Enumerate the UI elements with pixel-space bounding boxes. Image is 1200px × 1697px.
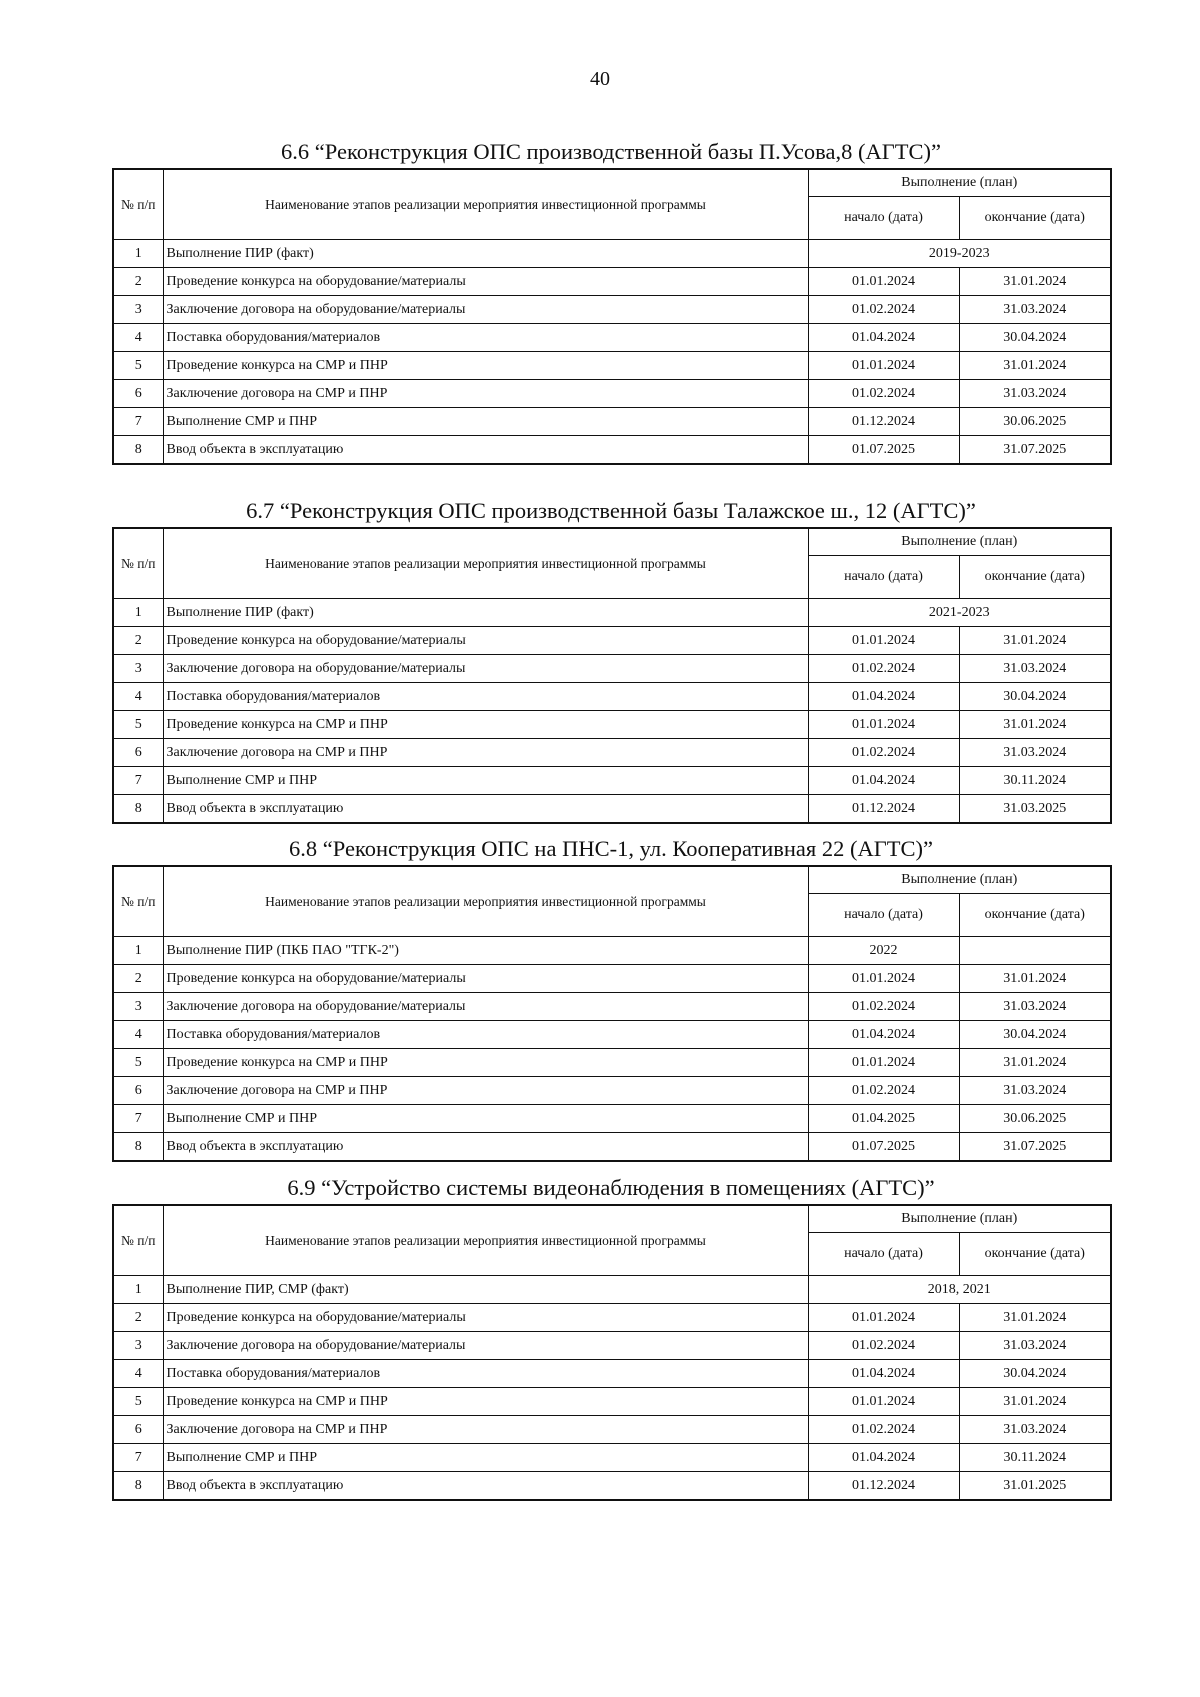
end-date: 31.03.2024 (959, 993, 1111, 1021)
stage-name: Ввод объекта в эксплуатацию (163, 1472, 808, 1501)
row-number: 1 (113, 599, 163, 627)
table-row (113, 324, 1111, 352)
end-date: 31.01.2024 (959, 1304, 1111, 1332)
start-date: 01.04.2024 (808, 1360, 959, 1388)
row-number: 5 (113, 352, 163, 380)
start-date: 01.01.2024 (808, 965, 959, 993)
stage-name: Поставка оборудования/материалов (163, 683, 808, 711)
stage-name: Выполнение СМР и ПНР (163, 408, 808, 436)
row-number: 2 (113, 268, 163, 296)
stage-name: Заключение договора на СМР и ПНР (163, 1077, 808, 1105)
start-date: 01.02.2024 (808, 739, 959, 767)
row-number: 2 (113, 1304, 163, 1332)
stage-name: Заключение договора на оборудование/материалы (163, 296, 808, 324)
stage-name: Поставка оборудования/материалов (163, 324, 808, 352)
row-number: 3 (113, 993, 163, 1021)
stage-name: Заключение договора на оборудование/материалы (163, 993, 808, 1021)
start-date: 01.01.2024 (808, 1388, 959, 1416)
row-number: 6 (113, 1416, 163, 1444)
table-row (113, 380, 1111, 408)
end-date: 31.07.2025 (959, 436, 1111, 465)
header-row (113, 866, 1111, 894)
row-number: 2 (113, 965, 163, 993)
end-date: 31.01.2024 (959, 627, 1111, 655)
table-row (113, 1021, 1111, 1049)
row-number: 8 (113, 795, 163, 824)
stage-name: Проведение конкурса на СМР и ПНР (163, 1388, 808, 1416)
table-row (113, 296, 1111, 324)
end-date: 31.01.2024 (959, 1388, 1111, 1416)
row-number: 3 (113, 655, 163, 683)
table-row (113, 993, 1111, 1021)
stage-name: Проведение конкурса на СМР и ПНР (163, 1049, 808, 1077)
table-row (113, 1444, 1111, 1472)
start-date: 01.04.2024 (808, 324, 959, 352)
header-execution: Выполнение (план) (808, 169, 1111, 197)
table-row (113, 937, 1111, 965)
table-row (113, 408, 1111, 436)
row-number: 7 (113, 1105, 163, 1133)
start-date: 01.01.2024 (808, 627, 959, 655)
start-date: 01.02.2024 (808, 380, 959, 408)
header-name: Наименование этапов реализации мероприятия инвестиционной программы (163, 528, 808, 599)
row-number: 1 (113, 937, 163, 965)
stage-name: Проведение конкурса на СМР и ПНР (163, 352, 808, 380)
stage-name: Проведение конкурса на оборудование/материалы (163, 627, 808, 655)
start-date: 01.02.2024 (808, 1077, 959, 1105)
stage-name: Заключение договора на оборудование/материалы (163, 655, 808, 683)
section-title: 6.7 “Реконструкция ОПС производственной базы Талажское ш., 12 (АГТС)” (246, 498, 976, 523)
end-date: 31.03.2025 (959, 795, 1111, 824)
start-date: 01.02.2024 (808, 655, 959, 683)
start-date: 01.01.2024 (808, 1049, 959, 1077)
section-title: 6.9 “Устройство системы видеонаблюдения в помещениях (АГТС)” (287, 1175, 935, 1200)
end-date: 31.03.2024 (959, 380, 1111, 408)
section-3 (112, 833, 1110, 1162)
end-date: 31.07.2025 (959, 1133, 1111, 1162)
table-row (113, 599, 1111, 627)
end-date: 30.04.2024 (959, 683, 1111, 711)
end-date: 31.01.2024 (959, 352, 1111, 380)
row-number: 6 (113, 739, 163, 767)
date-range: 2018, 2021 (808, 1276, 1111, 1304)
row-number: 7 (113, 1444, 163, 1472)
start-date: 2022 (808, 937, 959, 965)
row-number: 8 (113, 1472, 163, 1501)
table-row (113, 1049, 1111, 1077)
row-number: 2 (113, 627, 163, 655)
schedule-table (112, 1204, 1112, 1501)
row-number: 5 (113, 1049, 163, 1077)
start-date: 01.01.2024 (808, 352, 959, 380)
section-2 (112, 495, 1110, 824)
end-date: 30.06.2025 (959, 408, 1111, 436)
end-date: 31.01.2024 (959, 965, 1111, 993)
stage-name: Заключение договора на СМР и ПНР (163, 1416, 808, 1444)
date-range: 2019-2023 (808, 240, 1111, 268)
table-row (113, 436, 1111, 465)
table-row (113, 655, 1111, 683)
header-end: окончание (дата) (959, 894, 1111, 937)
end-date: 31.01.2025 (959, 1472, 1111, 1501)
row-number: 4 (113, 1021, 163, 1049)
table-row (113, 1360, 1111, 1388)
end-date: 31.03.2024 (959, 1332, 1111, 1360)
header-end: окончание (дата) (959, 1233, 1111, 1276)
end-date: 31.01.2024 (959, 1049, 1111, 1077)
stage-name: Выполнение ПИР, СМР (факт) (163, 1276, 808, 1304)
start-date: 01.01.2024 (808, 268, 959, 296)
stage-name: Поставка оборудования/материалов (163, 1021, 808, 1049)
table-row (113, 1133, 1111, 1162)
schedule-table (112, 168, 1112, 465)
end-date: 31.03.2024 (959, 739, 1111, 767)
stage-name: Ввод объекта в эксплуатацию (163, 795, 808, 824)
header-num: № п/п (113, 169, 163, 240)
stage-name: Выполнение СМР и ПНР (163, 767, 808, 795)
start-date: 01.12.2024 (808, 795, 959, 824)
header-name: Наименование этапов реализации мероприятия инвестиционной программы (163, 866, 808, 937)
stage-name: Ввод объекта в эксплуатацию (163, 1133, 808, 1162)
table-row (113, 767, 1111, 795)
start-date: 01.12.2024 (808, 408, 959, 436)
stage-name: Выполнение ПИР (факт) (163, 240, 808, 268)
row-number: 8 (113, 436, 163, 465)
table-row (113, 1416, 1111, 1444)
header-end: окончание (дата) (959, 197, 1111, 240)
table-row (113, 683, 1111, 711)
row-number: 5 (113, 711, 163, 739)
section-4 (112, 1172, 1110, 1501)
end-date: 30.04.2024 (959, 1021, 1111, 1049)
stage-name: Заключение договора на СМР и ПНР (163, 739, 808, 767)
row-number: 7 (113, 767, 163, 795)
stage-name: Проведение конкурса на оборудование/материалы (163, 1304, 808, 1332)
row-number: 6 (113, 380, 163, 408)
stage-name: Проведение конкурса на оборудование/материалы (163, 268, 808, 296)
header-row (113, 528, 1111, 556)
row-number: 6 (113, 1077, 163, 1105)
end-date: 31.03.2024 (959, 1416, 1111, 1444)
row-number: 7 (113, 408, 163, 436)
table-row (113, 1077, 1111, 1105)
row-number: 4 (113, 1360, 163, 1388)
stage-name: Заключение договора на оборудование/материалы (163, 1332, 808, 1360)
header-start: начало (дата) (808, 556, 959, 599)
end-date: 30.11.2024 (959, 1444, 1111, 1472)
start-date: 01.04.2024 (808, 683, 959, 711)
row-number: 3 (113, 296, 163, 324)
header-num: № п/п (113, 528, 163, 599)
start-date: 01.02.2024 (808, 1416, 959, 1444)
start-date: 01.01.2024 (808, 711, 959, 739)
date-range: 2021-2023 (808, 599, 1111, 627)
section-title: 6.6 “Реконструкция ОПС производственной базы П.Усова,8 (АГТС)” (281, 139, 941, 164)
end-date: 30.04.2024 (959, 324, 1111, 352)
end-date: 31.01.2024 (959, 268, 1111, 296)
page-number: 40 (590, 68, 610, 90)
table-row (113, 1388, 1111, 1416)
start-date: 01.02.2024 (808, 1332, 959, 1360)
end-date: 31.01.2024 (959, 711, 1111, 739)
start-date: 01.07.2025 (808, 436, 959, 465)
stage-name: Выполнение ПИР (факт) (163, 599, 808, 627)
row-number: 8 (113, 1133, 163, 1162)
start-date: 01.04.2024 (808, 1021, 959, 1049)
table-row (113, 1472, 1111, 1501)
header-num: № п/п (113, 1205, 163, 1276)
header-name: Наименование этапов реализации мероприятия инвестиционной программы (163, 1205, 808, 1276)
table-row (113, 711, 1111, 739)
header-name: Наименование этапов реализации мероприятия инвестиционной программы (163, 169, 808, 240)
end-date (959, 937, 1111, 965)
row-number: 1 (113, 1276, 163, 1304)
table-row (113, 240, 1111, 268)
table-row (113, 1276, 1111, 1304)
row-number: 5 (113, 1388, 163, 1416)
table-row (113, 795, 1111, 824)
start-date: 01.04.2024 (808, 1444, 959, 1472)
end-date: 30.04.2024 (959, 1360, 1111, 1388)
header-row (113, 1205, 1111, 1233)
stage-name: Выполнение СМР и ПНР (163, 1444, 808, 1472)
table-row (113, 965, 1111, 993)
table-row (113, 1105, 1111, 1133)
start-date: 01.07.2025 (808, 1133, 959, 1162)
row-number: 4 (113, 683, 163, 711)
end-date: 31.03.2024 (959, 296, 1111, 324)
end-date: 30.11.2024 (959, 767, 1111, 795)
header-start: начало (дата) (808, 197, 959, 240)
stage-name: Ввод объекта в эксплуатацию (163, 436, 808, 465)
table-row (113, 268, 1111, 296)
stage-name: Выполнение ПИР (ПКБ ПАО "ТГК-2") (163, 937, 808, 965)
section-1 (112, 136, 1110, 465)
start-date: 01.04.2024 (808, 767, 959, 795)
schedule-table (112, 527, 1112, 824)
header-row (113, 169, 1111, 197)
header-execution: Выполнение (план) (808, 528, 1111, 556)
table-row (113, 739, 1111, 767)
stage-name: Проведение конкурса на оборудование/материалы (163, 965, 808, 993)
header-end: окончание (дата) (959, 556, 1111, 599)
row-number: 1 (113, 240, 163, 268)
table-row (113, 1304, 1111, 1332)
stage-name: Проведение конкурса на СМР и ПНР (163, 711, 808, 739)
end-date: 31.03.2024 (959, 655, 1111, 683)
row-number: 3 (113, 1332, 163, 1360)
header-execution: Выполнение (план) (808, 1205, 1111, 1233)
start-date: 01.01.2024 (808, 1304, 959, 1332)
stage-name: Выполнение СМР и ПНР (163, 1105, 808, 1133)
schedule-table (112, 865, 1112, 1162)
header-num: № п/п (113, 866, 163, 937)
header-start: начало (дата) (808, 894, 959, 937)
start-date: 01.02.2024 (808, 993, 959, 1021)
header-start: начало (дата) (808, 1233, 959, 1276)
stage-name: Поставка оборудования/материалов (163, 1360, 808, 1388)
stage-name: Заключение договора на СМР и ПНР (163, 380, 808, 408)
start-date: 01.04.2025 (808, 1105, 959, 1133)
row-number: 4 (113, 324, 163, 352)
end-date: 30.06.2025 (959, 1105, 1111, 1133)
start-date: 01.12.2024 (808, 1472, 959, 1501)
table-row (113, 627, 1111, 655)
end-date: 31.03.2024 (959, 1077, 1111, 1105)
table-row (113, 1332, 1111, 1360)
section-title: 6.8 “Реконструкция ОПС на ПНС-1, ул. Кооперативная 22 (АГТС)” (289, 836, 933, 861)
header-execution: Выполнение (план) (808, 866, 1111, 894)
table-row (113, 352, 1111, 380)
start-date: 01.02.2024 (808, 296, 959, 324)
